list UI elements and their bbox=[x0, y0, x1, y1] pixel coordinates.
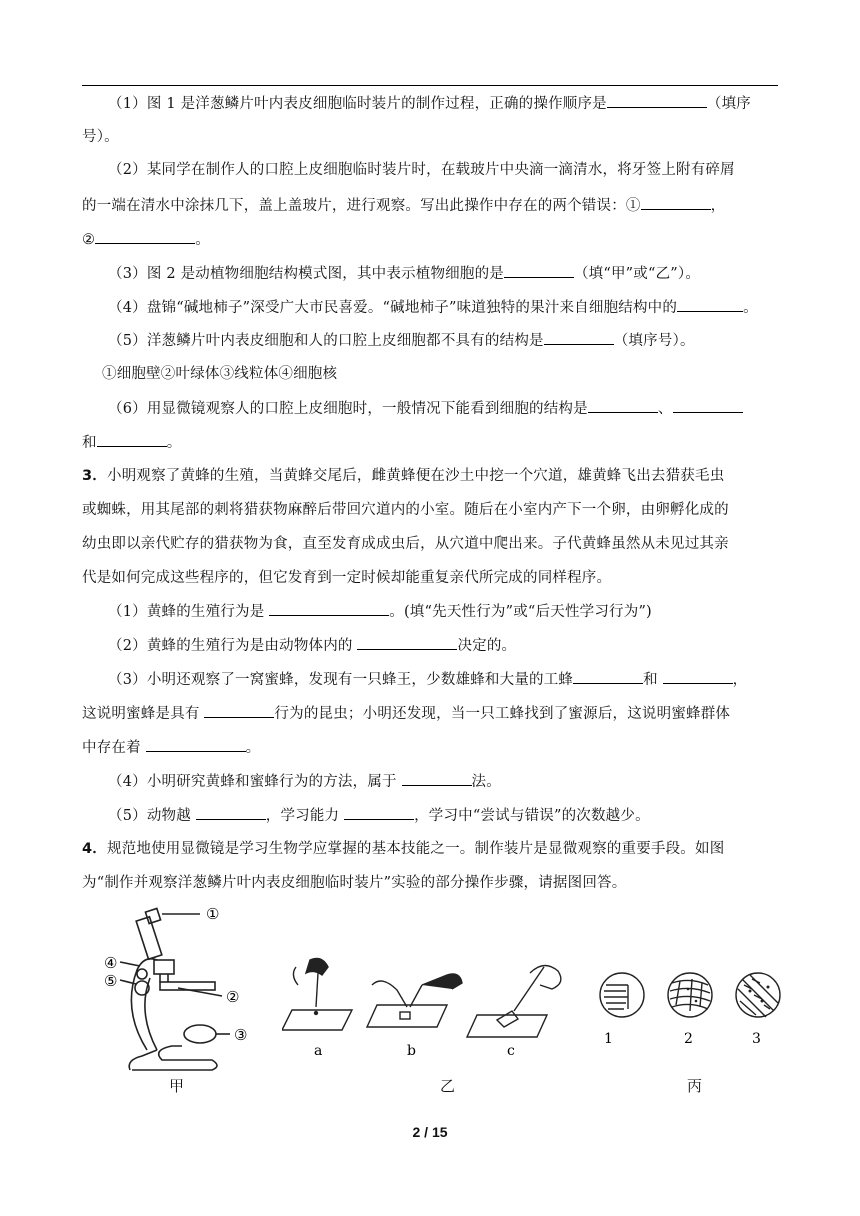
text: 或蜘蛛，用其尾部的刺将猎获物麻醉后带回穴道内的小室。随后在小室内产下一个卵，由卵孵化成的 bbox=[82, 502, 729, 518]
text: ①细胞壁②叶绿体③线粒体④细胞核 bbox=[102, 366, 338, 382]
text: 。 bbox=[245, 740, 261, 756]
text: （1）黄蜂的生殖行为是 bbox=[108, 604, 265, 620]
text: 、 bbox=[657, 401, 673, 417]
q2-line-4 bbox=[82, 195, 782, 216]
question-number: 4． bbox=[82, 841, 107, 857]
microscope-label-1: ① bbox=[206, 905, 220, 923]
q2-line-1 bbox=[82, 93, 808, 114]
answer-blank[interactable] bbox=[344, 805, 414, 820]
text: （2）黄蜂的生殖行为是由动物体内的 bbox=[108, 638, 353, 654]
q3-line-1 bbox=[82, 466, 782, 486]
q2-line-11 bbox=[82, 432, 782, 453]
answer-blank[interactable] bbox=[607, 93, 707, 108]
microscope-label-2: ② bbox=[226, 988, 240, 1006]
answer-blank[interactable] bbox=[677, 297, 743, 312]
page-number: 2 / 15 bbox=[412, 1124, 448, 1140]
answer-blank[interactable] bbox=[95, 229, 195, 244]
q3-sub-4 bbox=[82, 771, 808, 792]
text: ② bbox=[82, 232, 96, 248]
text: 行为的昆虫；小明还发现，当一只工蜂找到了蜜源后，这说明蜜蜂群体 bbox=[274, 706, 731, 722]
answer-blank[interactable] bbox=[196, 805, 266, 820]
view-label-2: 2 bbox=[684, 1031, 693, 1047]
answer-blank[interactable] bbox=[204, 703, 274, 718]
question-number: 3． bbox=[82, 468, 107, 484]
text: 小明观察了黄蜂的生殖，当黄蜂交尾后，雌黄蜂便在沙土中挖一个穴道，雄黄蜂飞出去猎获毛虫 bbox=[107, 468, 725, 484]
q4-line-1 bbox=[82, 839, 782, 859]
text: ， bbox=[710, 198, 726, 214]
q3-sub-5 bbox=[82, 805, 808, 826]
answer-blank[interactable] bbox=[97, 432, 167, 447]
text: 号）。 bbox=[82, 129, 119, 145]
q2-line-7 bbox=[82, 297, 808, 318]
text: 这说明蜜蜂是具有 bbox=[82, 706, 200, 722]
text: （4）盘锦“碱地柿子”深受广大市民喜爱。“碱地柿子”味道独特的果汁来自细胞结构中的 bbox=[108, 300, 678, 316]
q3-sub-2 bbox=[82, 635, 808, 656]
text: 为“制作并观察洋葱鳞片叶内表皮细胞临时装片”实验的部分操作步骤，请据图回答。 bbox=[82, 875, 627, 891]
text: 规范地使用显微镜是学习生物学应掌握的基本技能之一。制作装片是显微观察的重要手段。如图 bbox=[107, 841, 725, 857]
q3-sub-3-line-2 bbox=[82, 703, 782, 724]
text: ，学习中“尝试与错误”的次数越少。 bbox=[414, 808, 650, 824]
q2-line-6 bbox=[82, 263, 808, 284]
step-label-a: a bbox=[314, 1043, 323, 1059]
text: 幼虫即以亲代贮存的猎获物为食，直至发育成成虫后，从穴道中爬出来。子代黄蜂虽然从未见过其亲 bbox=[82, 536, 729, 552]
microscope-label-3: ③ bbox=[234, 1026, 248, 1044]
answer-blank[interactable] bbox=[269, 601, 389, 616]
text: （5）洋葱鳞片叶内表皮细胞和人的口腔上皮细胞都不具有的结构是 bbox=[108, 333, 544, 349]
header-rule bbox=[82, 85, 778, 86]
q3-sub-3 bbox=[82, 669, 808, 690]
answer-blank[interactable] bbox=[588, 398, 658, 413]
text: （6）用显微镜观察人的口腔上皮细胞时，一般情况下能看到细胞的结构是 bbox=[108, 401, 588, 417]
text: （填序 bbox=[706, 96, 751, 112]
view-label-1: 1 bbox=[604, 1031, 613, 1047]
figure-area bbox=[82, 895, 782, 1105]
slide-steps-illustration bbox=[282, 955, 572, 1085]
answer-blank[interactable] bbox=[663, 669, 733, 684]
text: 法。 bbox=[471, 774, 501, 790]
text: （填“甲”或“乙”）。 bbox=[573, 266, 701, 282]
microscope-caption: 甲 bbox=[169, 1077, 185, 1095]
text: 。 bbox=[743, 300, 758, 316]
text: 。 bbox=[195, 232, 210, 248]
text: 中存在着 bbox=[82, 740, 141, 756]
answer-blank[interactable] bbox=[402, 771, 472, 786]
answer-blank[interactable] bbox=[544, 330, 614, 345]
step-label-c: c bbox=[507, 1043, 515, 1059]
text: （填序号）。 bbox=[613, 333, 695, 349]
text: （3）图 2 是动植物细胞结构模式图，其中表示植物细胞的是 bbox=[108, 266, 504, 282]
q3-sub-3-line-3 bbox=[82, 737, 782, 758]
q3-line-3 bbox=[82, 534, 782, 554]
text: 决定的。 bbox=[457, 638, 517, 654]
q2-options bbox=[102, 364, 802, 384]
text: 。 bbox=[166, 435, 182, 451]
text: 。(填“先天性行为”或“后天性学习行为”) bbox=[389, 604, 652, 620]
views-caption: 丙 bbox=[687, 1077, 703, 1095]
text: （1）图 1 是洋葱鳞片叶内表皮细胞临时装片的制作过程，正确的操作顺序是 bbox=[108, 96, 607, 112]
answer-blank[interactable] bbox=[146, 737, 246, 752]
answer-blank[interactable] bbox=[641, 195, 711, 210]
microscope-views-illustration bbox=[592, 955, 792, 1085]
q2-line-3 bbox=[82, 160, 808, 180]
text: 和 bbox=[82, 435, 97, 451]
text: （2）某同学在制作人的口腔上皮细胞临时装片时，在载玻片中央滴一滴清水，将牙签上附有碎屑 bbox=[108, 162, 735, 178]
text: ，学习能力 bbox=[265, 808, 340, 824]
steps-caption: 乙 bbox=[440, 1077, 456, 1095]
microscope-label-4: ④ bbox=[104, 954, 118, 972]
text: 代是如何完成这些程序的，但它发育到一定时候却能重复亲代所完成的同样程序。 bbox=[82, 570, 612, 586]
q2-line-5 bbox=[82, 229, 782, 250]
step-label-b: b bbox=[407, 1043, 416, 1059]
q3-line-2 bbox=[82, 500, 782, 520]
answer-blank[interactable] bbox=[673, 398, 743, 413]
microscope-illustration bbox=[82, 900, 282, 1080]
microscope-label-5: ⑤ bbox=[104, 972, 118, 990]
q2-line-8 bbox=[82, 330, 808, 351]
q3-sub-1 bbox=[82, 601, 808, 622]
answer-blank[interactable] bbox=[573, 669, 643, 684]
text: （5）动物越 bbox=[108, 808, 191, 824]
answer-blank[interactable] bbox=[357, 635, 457, 650]
q4-line-2 bbox=[82, 873, 782, 893]
q3-line-4 bbox=[82, 568, 782, 588]
text: ， bbox=[732, 672, 748, 688]
answer-blank[interactable] bbox=[504, 263, 574, 278]
q2-line-2 bbox=[82, 127, 782, 147]
text: 的一端在清水中涂抹几下，盖上盖玻片，进行观察。写出此操作中存在的两个错误：① bbox=[82, 198, 641, 214]
text: 和 bbox=[643, 672, 658, 688]
view-label-3: 3 bbox=[752, 1031, 761, 1047]
text: （4）小明研究黄蜂和蜜蜂行为的方法，属于 bbox=[108, 774, 397, 790]
q2-line-10 bbox=[82, 398, 808, 419]
text: （3）小明还观察了一窝蜜蜂，发现有一只蜂王，少数雄蜂和大量的工蜂 bbox=[108, 672, 574, 688]
